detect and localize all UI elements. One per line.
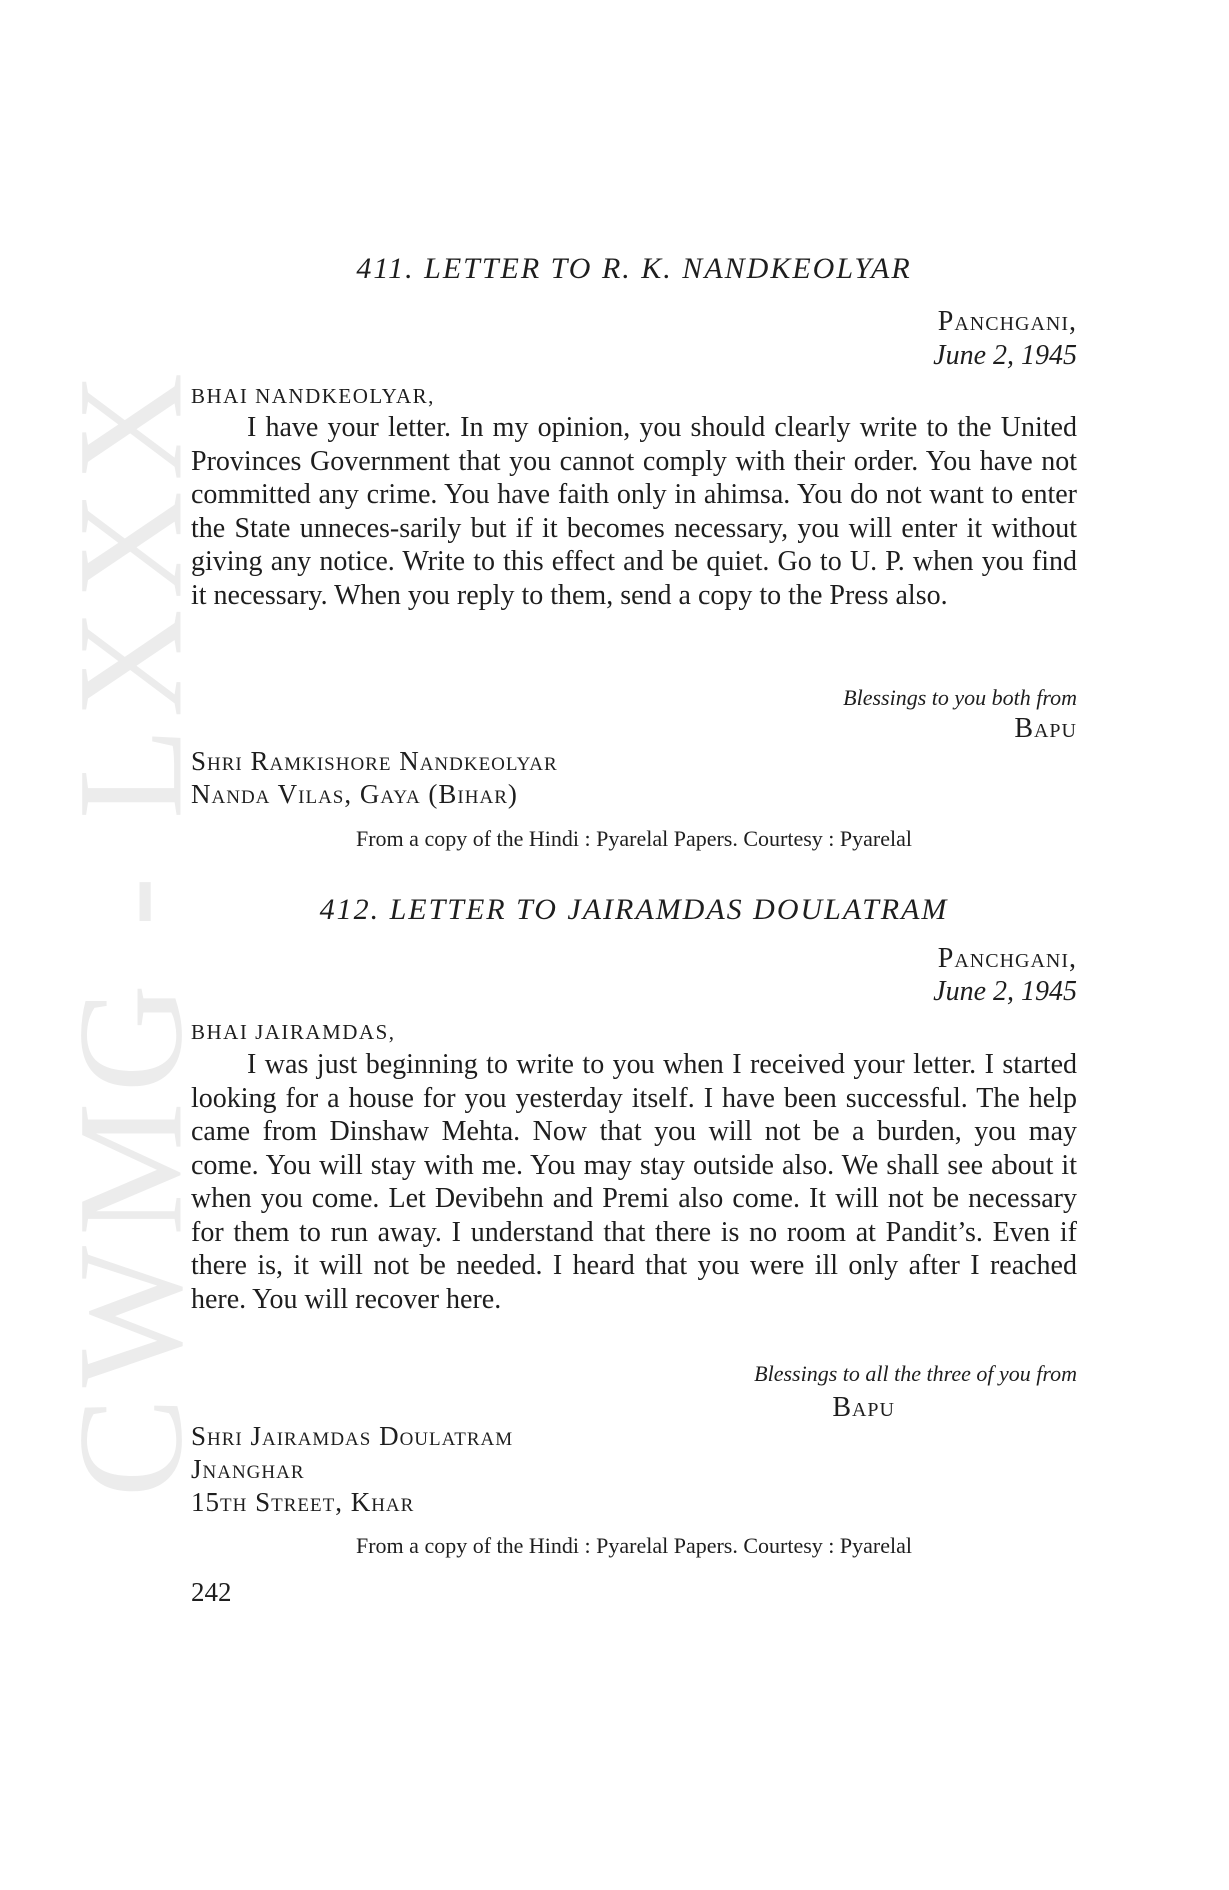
letter-address <box>191 745 558 811</box>
letter-source: From a copy of the Hindi : Pyarelal Papers. Courtesy : Pyarelal <box>356 1533 912 1558</box>
letter-address <box>191 1420 513 1519</box>
address-line: Shri Ramkishore Nandkeolyar <box>191 746 558 776</box>
address-line: Shri Jairamdas Doulatram <box>191 1421 514 1451</box>
watermark-text: CWMG - LXXX <box>47 362 214 1498</box>
letter-body: I was just beginning to write to you when I received your letter. I started looking for a house for you yesterday itself. I have been successful. The help came from Dinshaw Mehta. Now that you will not be a burden, you may come. You will stay with me. You may stay outside also. We shall see about it when you come. Let Devibehn and Premi also come. It will not be necessary for them to run away. I understand that there is no room at Pandit’s. Even if there is, it will not be needed. I heard that you were ill only after I reached here. You will recover here. <box>191 1049 1077 1315</box>
letter-signature: Bapu <box>832 1392 895 1423</box>
letter-salutation: BHAI NANDKEOLYAR, <box>191 384 435 408</box>
letter-title: 411. LETTER TO R. K. NANDKEOLYAR <box>356 252 912 285</box>
letter-sign-line: Blessings to all the three of you from <box>754 1361 1077 1386</box>
letter-signature: Bapu <box>1014 713 1077 744</box>
page-number: 242 <box>191 1577 232 1607</box>
letter-place: Panchgani, <box>937 306 1077 337</box>
letter-sign-line: Blessings to you both from <box>843 685 1077 710</box>
letter-salutation: BHAI JAIRAMDAS, <box>191 1020 396 1044</box>
address-line: Nanda Vilas, Gaya (Bihar) <box>191 779 518 809</box>
letter-source: From a copy of the Hindi : Pyarelal Papers. Courtesy : Pyarelal <box>356 826 912 851</box>
letter-title: 412. LETTER TO JAIRAMDAS DOULATRAM <box>319 893 949 926</box>
letter-place: Panchgani, <box>937 943 1077 974</box>
letter-date: June 2, 1945 <box>933 340 1077 371</box>
address-line: Jnanghar <box>191 1454 305 1484</box>
letter-body: I have your letter. In my opinion, you should clearly write to the United Provinces Government that you cannot comply with their order. You have not committed any crime. You have faith only in ahimsa. You do not want to enter the State unneces-sarily but if it becomes necessary, you will enter it without giving any notice. Write to this effect and be quiet. Go to U. P. when you find it necessary. When you reply to them, send a copy to the Press also. <box>191 412 1077 611</box>
letter-date: June 2, 1945 <box>933 976 1077 1007</box>
address-line: 15th Street, Khar <box>191 1487 415 1517</box>
